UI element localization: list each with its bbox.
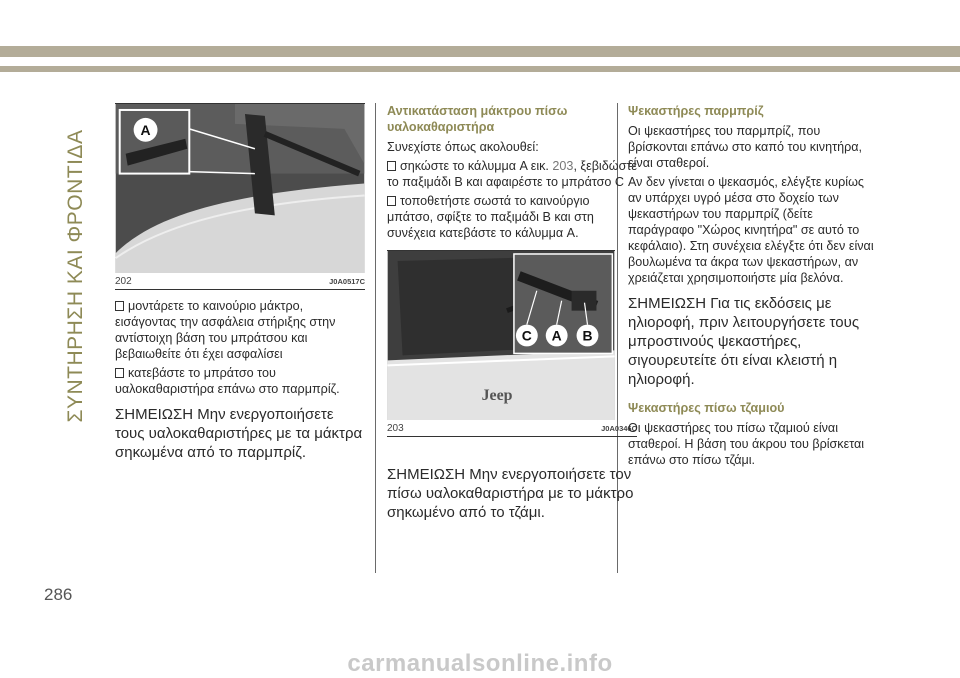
column-left <box>115 103 365 465</box>
paragraph: Οι ψεκαστήρες του πίσω τζαμιού είναι σταθεροί. Η βάση του άκρου του βρίσκεται επάνω στο πίσω τζάμι. <box>628 421 865 467</box>
figure-203-caption <box>387 420 637 437</box>
step-text: κατεβάστε το μπράτσο του υαλοκαθαριστήρα επάνω στο παρμπρίζ. <box>115 366 340 396</box>
figure-203-image <box>387 250 615 420</box>
jeep-logo: Jeep <box>481 387 513 405</box>
figure-203-label-b: B <box>582 327 593 344</box>
checkbox-icon <box>387 196 396 206</box>
section-heading: Ψεκαστήρες παρμπρίζ <box>628 104 764 118</box>
section-heading: Ψεκαστήρες πίσω τζαμιού <box>628 401 785 415</box>
step-text: τοποθετήστε σωστά το καινούργιο μπάτσο, σφίξτε το παξιμάδι B και στη συνέχεια κατεβάστε το κάλυμμα A. <box>387 194 594 240</box>
checkbox-icon <box>115 368 124 378</box>
step-item <box>115 298 365 362</box>
step-item <box>387 193 637 241</box>
column-divider <box>375 103 376 573</box>
step-text: σηκώστε το κάλυμμα A εικ. <box>400 159 553 173</box>
column-right <box>628 103 878 471</box>
step-item <box>115 365 365 397</box>
paragraph: Αν δεν γίνεται ο ψεκασμός, ελέγξτε κυρίως αν υπάρχει υγρό μέσα στο δοχείο των ψεκαστήρων του παρμπρίζ (δείτε παράγραφο "Χώρος κινητήρα" σε αυτό το κεφάλαιο). Στη συνέχεια ελέγξτε ότι δεν είναι βουλωμένα τα άκρα των ψεκαστήρων, αν χρειάζεται χρησιμοποιήστε μία βελόνα. <box>628 175 874 285</box>
header-band-bottom <box>0 66 960 72</box>
step-text: μοντάρετε το καινούριο μάκτρο, εισάγοντας την ασφάλεια στήριξης στην αντίστοιχη βάση του μπράτσου και βεβαιωθείτε ότι έχει ασφαλίσει <box>115 299 336 361</box>
figure-202-caption <box>115 273 365 290</box>
checkbox-icon <box>115 301 124 311</box>
section-title-vertical: ΣΥΝΤΗΡΗΣΗ ΚΑΙ ΦΡΟΝΤΙΔΑ <box>64 129 87 423</box>
section-heading: Αντικατάσταση μάκτρου πίσω υαλοκαθαριστήρα <box>387 104 568 134</box>
figure-number: 202 <box>115 276 132 287</box>
watermark: carmanualsonline.info <box>347 650 613 677</box>
note-text: ΣΗΜΕΙΩΣΗ Μην ενεργοποιήσετε τον πίσω υαλοκαθαριστήρα με το μάκτρο σηκωμένο από το τζάμι. <box>387 466 634 521</box>
figure-203 <box>387 250 637 437</box>
step-text: , ξεβιδώστε το παξιμάδι B και αφαιρέστε το μπράτσο C <box>387 159 637 189</box>
figure-reference: 203 <box>552 159 574 173</box>
figure-202-image <box>115 103 365 273</box>
figure-code: J0A0346C <box>601 424 637 433</box>
step-item <box>387 158 637 190</box>
intro-text: Συνεχίστε όπως ακολουθεί: <box>387 140 539 154</box>
checkbox-icon <box>387 161 396 171</box>
figure-code: J0A0517C <box>329 277 365 286</box>
figure-203-label-a: A <box>551 327 562 344</box>
header-band-top <box>0 46 960 57</box>
figure-number: 203 <box>387 423 404 434</box>
page-number: 286 <box>44 585 73 604</box>
note-text: ΣΗΜΕΙΩΣΗ Για τις εκδόσεις με ηλιοροφή, πριν λειτουργήσετε τους μπροστινούς ψεκαστήρες, σιγουρευτείτε ότι είναι κλειστή η ηλιοροφή. <box>628 295 860 388</box>
column-middle <box>387 103 637 525</box>
paragraph: Οι ψεκαστήρες του παρμπρίζ, που βρίσκονται επάνω στο καπό του κινητήρα, είναι σταθεροί. <box>628 124 863 170</box>
note-text: ΣΗΜΕΙΩΣΗ Μην ενεργοποιήσετε τους υαλοκαθαριστήρες με τα μάκτρα σηκωμένα από το παρμπρίζ. <box>115 406 363 461</box>
figure-203-label-c: C <box>521 327 532 344</box>
figure-202 <box>115 103 365 290</box>
figure-202-label-a: A <box>140 121 151 138</box>
